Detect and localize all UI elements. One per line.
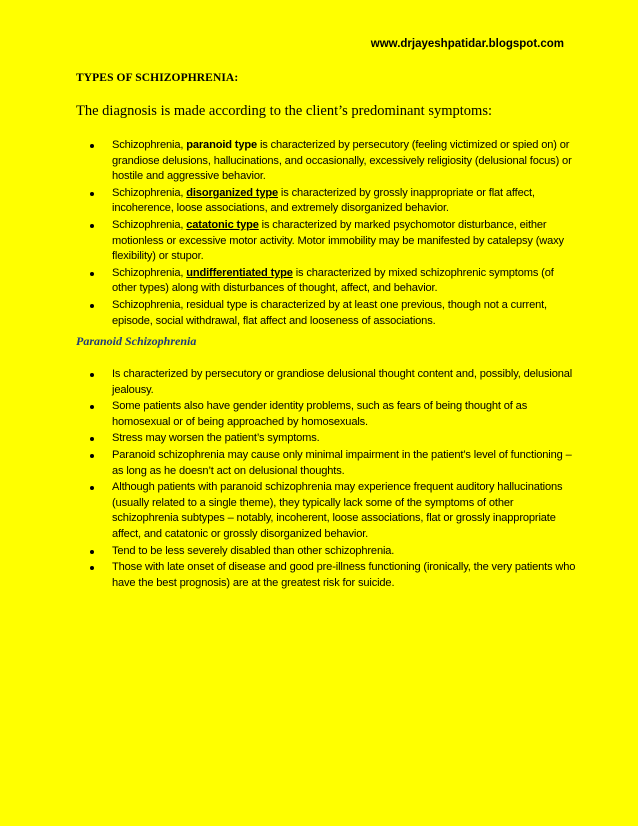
type-description: is characterized by mixed schizophrenic symptoms (of other types) along with disturbances of thought, affect, and behavior.	[112, 266, 554, 295]
point-text: Tend to be less severely disabled than other schizophrenia.	[112, 544, 395, 557]
list-item	[76, 218, 576, 265]
list-item	[76, 298, 576, 329]
list-item	[76, 544, 576, 560]
type-description: is characterized by marked psychomotor disturbance, either motionless or excessive motor activity. Motor immobility may be manifested by catalepsy (waxy flexibility) or stupor.	[112, 218, 564, 263]
point-text: Some patients also have gender identity problems, such as fears of being thought of as homosexual or of being approached by homosexuals.	[112, 400, 528, 428]
type-term: disorganized type	[186, 186, 278, 199]
bullet-icon	[90, 373, 94, 377]
list-item	[76, 186, 576, 217]
point-text: Is characterized by persecutory or grandiose delusional thought content and, possibly, delusional jealousy.	[112, 368, 573, 396]
bullet-icon	[90, 550, 94, 554]
list-item	[76, 266, 576, 297]
paranoid-list	[76, 367, 576, 592]
bullet-icon	[90, 437, 94, 441]
point-text: Those with late onset of disease and good pre-illness functioning (ironically, the very patients who have the best prognosis) are at the greatest risk for suicide.	[112, 561, 576, 589]
point-text: Paranoid schizophrenia may cause only minimal impairment in the patient’s level of functioning – as long as he doesn’t act on delusional thoughts.	[112, 448, 572, 477]
point-text: Stress may worsen the patient’s symptoms.	[112, 432, 320, 445]
type-term: paranoid type	[186, 139, 258, 151]
bullet-icon	[90, 486, 94, 490]
type-prefix: Schizophrenia,	[112, 266, 187, 279]
bullet-icon	[90, 566, 94, 570]
section-heading: Paranoid Schizophrenia	[76, 334, 197, 348]
bullet-icon	[90, 224, 94, 228]
list-item	[76, 480, 576, 542]
bullet-icon	[90, 405, 94, 409]
document-title: TYPES OF SCHIZOPHRENIA:	[76, 72, 239, 84]
type-prefix: Schizophrenia, residual type is characterized by at least one previous, though not a current, episode, social withdrawal, flat affect and looseness of associations.	[112, 298, 547, 327]
type-description: is characterized by persecutory (feeling victimized or spied on) or grandiose delusions, hallucinations, and occasionally, excessively religiosity (delusional focus) or hostile and aggressive behavior.	[112, 139, 572, 183]
type-term: undifferentiated type	[186, 266, 293, 279]
bullet-icon	[90, 144, 94, 148]
bullet-icon	[90, 272, 94, 276]
type-prefix: Schizophrenia,	[112, 139, 187, 151]
list-item	[76, 138, 576, 185]
type-term: catatonic type	[186, 218, 259, 231]
bullet-icon	[90, 454, 94, 458]
list-item	[76, 399, 576, 430]
type-description: is characterized by grossly inappropriate or flat affect, incoherence, loose associations, and extremely disorganized behavior.	[112, 186, 535, 215]
type-prefix: Schizophrenia,	[112, 186, 187, 199]
list-item	[76, 560, 576, 591]
site-url: www.drjayeshpatidar.blogspot.com	[370, 38, 564, 50]
type-prefix: Schizophrenia,	[112, 218, 187, 231]
point-text: Although patients with paranoid schizophrenia may experience frequent auditory hallucinations (usually related to a single theme), they typically lack some of the symptoms of other schizophrenia subtypes – notably, incoherent, loose associations, flat or grossly inappropriate affect, and catatonic or grossly disorganized behavior.	[112, 481, 563, 540]
list-item	[76, 431, 576, 447]
bullet-icon	[90, 304, 94, 308]
types-list	[76, 138, 576, 330]
list-item	[76, 448, 576, 479]
bullet-icon	[90, 192, 94, 196]
list-item	[76, 367, 576, 398]
intro-text: The diagnosis is made according to the client’s predominant symptoms:	[76, 103, 492, 119]
